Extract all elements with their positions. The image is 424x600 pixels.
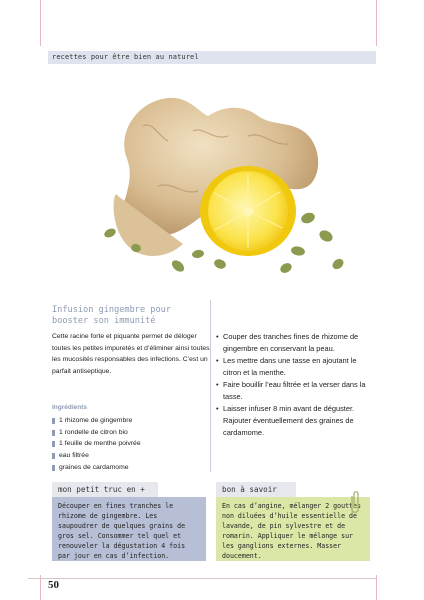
- good-to-know-label: bon à savoir: [216, 482, 296, 497]
- crop-mark: [376, 0, 377, 46]
- ingredient-item: eau filtrée: [52, 450, 141, 462]
- page-number: 50: [48, 579, 59, 591]
- steps-list: [216, 331, 368, 439]
- crop-mark: [40, 0, 41, 46]
- tip-text: Découper en fines tranches le rhizome de gingembre. Les saupoudrer de quelques grains de gros sel. Consommer tel quel et renouveler la dégustation 4 fois par jour en cas d’infection.: [52, 497, 206, 561]
- running-title: recettes pour être bien au naturel: [52, 53, 199, 61]
- paperclip-icon: [349, 490, 361, 516]
- ingredient-item: 1 rhizome de gingembre: [52, 415, 141, 427]
- ingredient-item: graines de cardamome: [52, 462, 141, 474]
- ingredients-label: Ingrédients: [52, 404, 88, 411]
- step-item: • Les mettre dans une tasse en ajoutant le citron et la menthe.: [216, 355, 368, 379]
- ingredient-item: 1 rondelle de citron bio: [52, 427, 141, 439]
- ingredient-item: 1 feuille de menthe poivrée: [52, 438, 141, 450]
- recipe-intro: Cette racine forte et piquante permet de déloger toutes les petites impuretés et d’éliminer ainsi toutes les mucosités responsables des infections. C’est un parfait antiseptique.: [52, 333, 210, 375]
- crop-mark: [376, 575, 377, 600]
- good-to-know-text: En cas d’angine, mélanger 2 gouttes non diluées d’huile essentielle de lavande, de pin sylvestre et de romarin. Appliquer le mélange sur les ganglions externes. Masser doucement.: [216, 497, 370, 561]
- ginger-lemon-photo: [98, 86, 348, 286]
- footer-rule: [28, 578, 376, 579]
- step-item: • Couper des tranches fines de rhizome de gingembre en conservant la peau.: [216, 331, 368, 355]
- tip-label: mon petit truc en +: [52, 482, 158, 497]
- step-item: • Faire bouillir l’eau filtrée et la verser dans la tasse.: [216, 379, 368, 403]
- recipe-title: Infusion gingembre pour booster son immunité: [52, 305, 171, 326]
- ingredients-list: [52, 415, 141, 474]
- step-item: • Laisser infuser 8 min avant de déguster. Rajouter éventuellement des graines de cardamome.: [216, 403, 368, 439]
